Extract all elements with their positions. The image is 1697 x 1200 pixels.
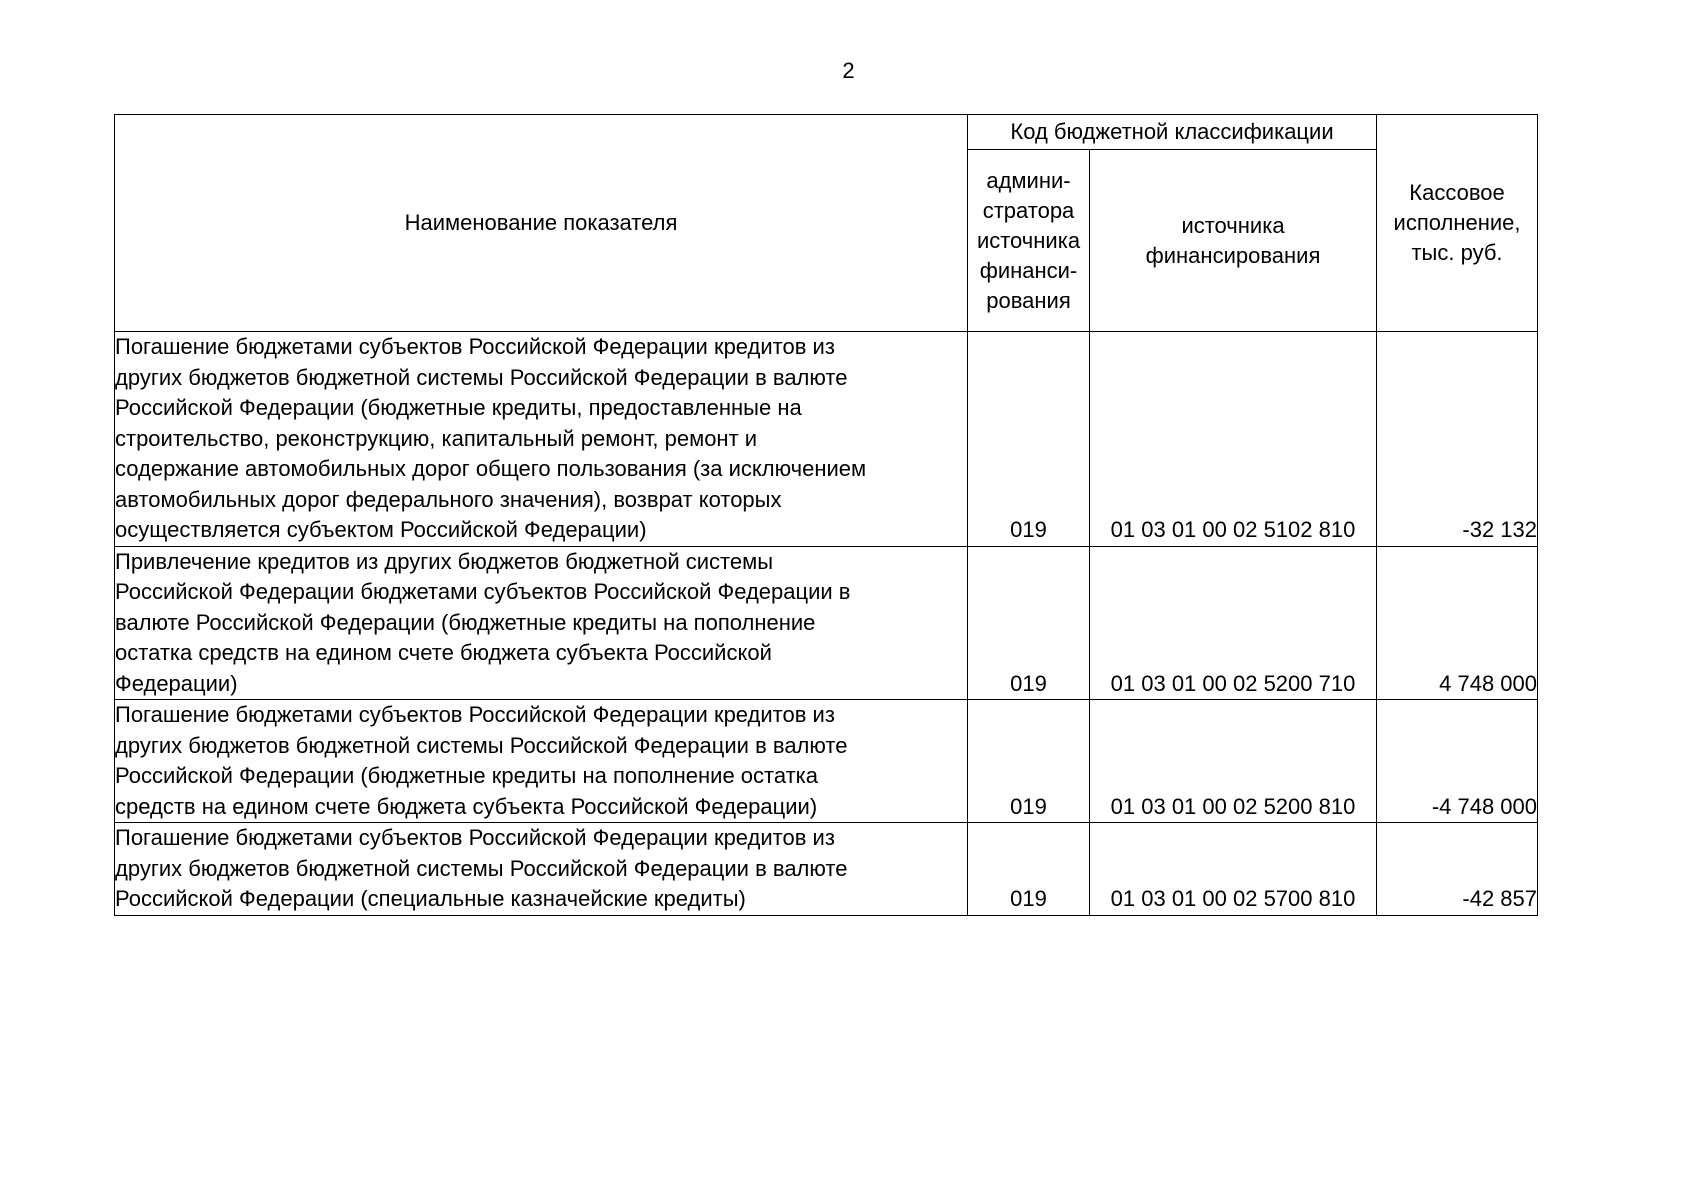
header-admin-line: финанси- [979, 257, 1078, 283]
row-admin-code: 019 [968, 546, 1090, 700]
row-name-line: автомобильных дорог федерального значения), возврат которых [115, 486, 782, 512]
row-admin-code: 019 [968, 700, 1090, 823]
row-name-line: строительство, реконструкцию, капитальный ремонт, ремонт и [115, 425, 758, 451]
header-admin-line: стратора [982, 197, 1075, 223]
row-name-line: Российской Федерации (бюджетные кредиты на пополнение остатка [115, 763, 819, 788]
header-name-label: Наименование показателя [404, 210, 678, 235]
row-amount: 4 748 000 [1377, 546, 1538, 700]
row-amount: -42 857 [1377, 823, 1538, 916]
row-source-code: 01 03 01 00 02 5700 810 [1090, 823, 1377, 916]
header-admin [968, 150, 1090, 332]
row-source-code: 01 03 01 00 02 5102 810 [1090, 332, 1377, 547]
row-name [115, 700, 968, 823]
header-amount-line: тыс. руб. [1411, 240, 1503, 265]
row-name-line: других бюджетов бюджетной системы Российской Федерации в валюте [115, 732, 848, 758]
header-code-group [968, 115, 1377, 150]
row-name-line: средств на едином счете бюджета субъекта Российской Федерации) [115, 793, 818, 819]
header-admin-line: рования [986, 287, 1071, 313]
budget-sources-table [114, 114, 1538, 916]
row-amount: -4 748 000 [1377, 700, 1538, 823]
row-name-line: осуществляется субъектом Российской Федерации) [115, 517, 647, 542]
header-admin-line: источника [976, 227, 1081, 253]
row-name-line: валюте Российской Федерации (бюджетные кредиты на пополнение [115, 609, 816, 635]
row-amount: -32 132 [1377, 332, 1538, 547]
table-header [115, 115, 1538, 332]
row-admin-code: 019 [968, 332, 1090, 547]
row-name-line: Федерации) [115, 670, 238, 696]
table-row [115, 546, 1538, 700]
row-name-line: Погашение бюджетами субъектов Российской Федерации кредитов из [115, 334, 835, 359]
row-name-line: других бюджетов бюджетной системы Российской Федерации в валюте [115, 364, 848, 390]
row-admin-code: 019 [968, 823, 1090, 916]
row-source-code: 01 03 01 00 02 5200 710 [1090, 546, 1377, 700]
row-name-line: Российской Федерации бюджетами субъектов Российской Федерации в [115, 579, 851, 604]
header-code-group-label: Код бюджетной классификации [1010, 119, 1334, 144]
row-name-line: Погашение бюджетами субъектов Российской Федерации кредитов из [115, 702, 835, 727]
row-name-line: остатка средств на едином счете бюджета субъекта Российской [115, 640, 772, 665]
row-name-line: Погашение бюджетами субъектов Российской Федерации кредитов из [115, 825, 835, 850]
header-admin-line: админи- [986, 167, 1071, 193]
row-name [115, 823, 968, 916]
row-name [115, 332, 968, 547]
header-amount-line: Кассовое [1409, 180, 1505, 205]
row-source-code: 01 03 01 00 02 5200 810 [1090, 700, 1377, 823]
row-name-line: содержание автомобильных дорог общего пользования (за исключением [115, 456, 867, 481]
row-name-line: Российской Федерации (бюджетные кредиты, предоставленные на [115, 395, 802, 420]
row-name-line: других бюджетов бюджетной системы Российской Федерации в валюте [115, 855, 848, 881]
row-name-line: Российской Федерации (специальные казначейские кредиты) [115, 886, 746, 911]
header-source-line: источника [1181, 212, 1285, 238]
table-row [115, 332, 1538, 547]
header-name [115, 115, 968, 332]
page-number: 2 [842, 58, 855, 83]
row-name-line: Привлечение кредитов из других бюджетов бюджетной системы [115, 548, 774, 574]
header-source [1090, 150, 1377, 332]
table-row [115, 823, 1538, 916]
table-row [115, 700, 1538, 823]
header-source-line: финансирования [1145, 242, 1321, 268]
header-amount-line: исполнение, [1393, 210, 1521, 235]
header-amount [1377, 115, 1538, 332]
table-body [115, 332, 1538, 916]
row-name [115, 546, 968, 700]
